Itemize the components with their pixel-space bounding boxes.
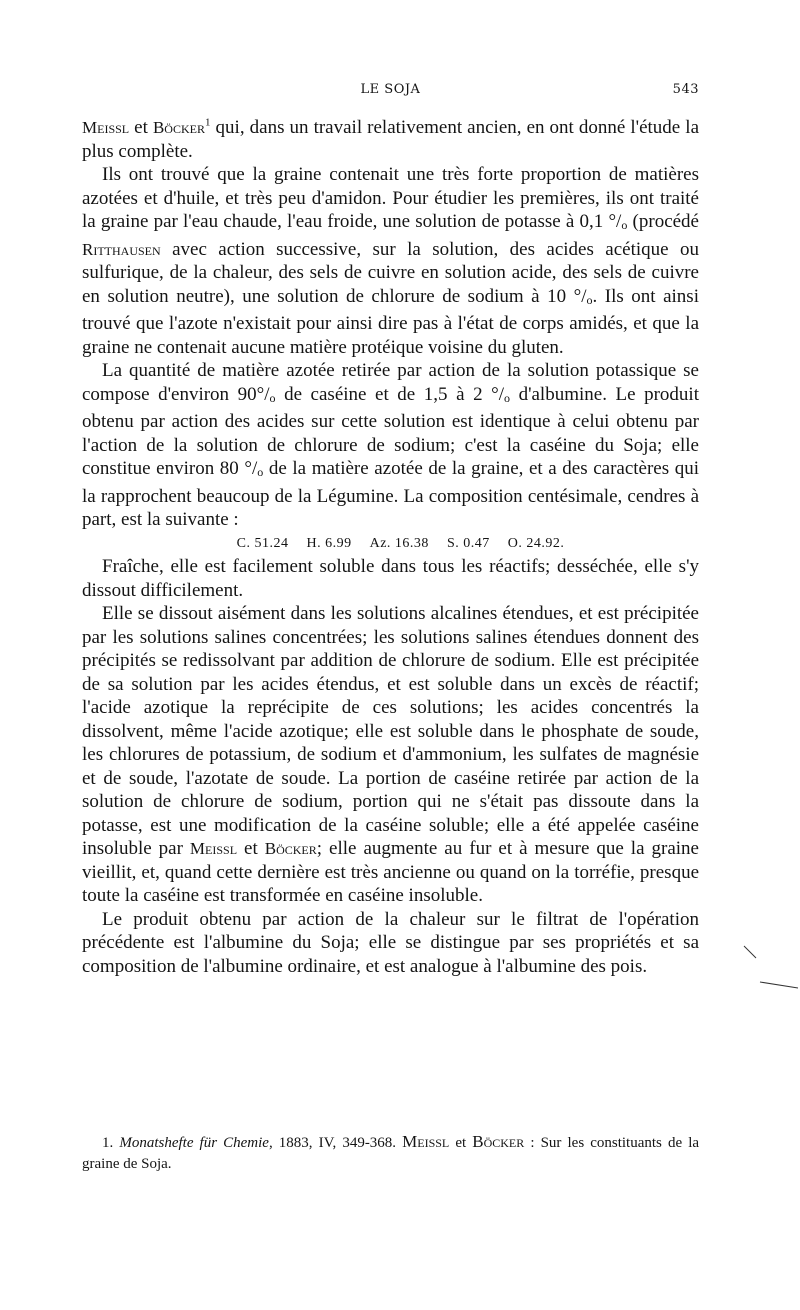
author-name: Böcker: [472, 1132, 525, 1151]
margin-stroke-lower: [760, 982, 798, 988]
text-run: Elle se dissout aisément dans les solutions alcalines étendues, et est précipitée par les solutions salines concentrées; les solutions salines étendues donnent des précipités se redissolvant par addition de chlorure de sodium. Elle est précipitée de sa solution par les acides étendus, et est soluble dans un excès de réactif; l'acide azotique la reprécipite de ces solutions; les acides concentrés la dissolvent, même l'acide azotique; elle est soluble dans le phosphate de soude, les chlorures de potassium, de sodium et d'ammonium, les sulfates de magnésie et de soude, l'azotate de soude. La portion de caséine retirée par action de la solution de chlorure de sodium, portion qui ne s'était pas dissoute dans la potasse, est une modification de la caséine soluble; elle a été appelée caséine insoluble par: [82, 603, 699, 859]
per-mille-sign: °/: [608, 211, 622, 232]
per-mille-sign: °/: [256, 383, 270, 405]
text-run: d'albumine. Le produit obtenu par action des acides sur cette solution est identique à celui obtenu par l'action de la solution de chlorure de sodium; c'est la caséine du Soja; elle constitue environ 80: [82, 383, 699, 479]
composition-hydrogen: H. 6.99: [306, 535, 352, 551]
composition-sulfur: S. 0.47: [446, 535, 490, 551]
journal-title: Monatshefte für Chemie: [119, 1135, 269, 1151]
paragraph-4: Fraîche, elle est facilement soluble dans tous les réactifs; desséchée, elle s'y dissout difficilement.: [82, 556, 699, 601]
paragraph-2: [82, 163, 699, 359]
per-mille-sign: o: [504, 390, 511, 405]
running-title: LE SOJA: [360, 82, 421, 97]
text-run: Ils ont trouvé que la graine contenait une très forte proportion de matières azotées et d'huile, et très peu d'amidon. Pour étudier les premières, ils ont traité la graine par l'eau chaude, l'eau froide, une solution de potasse à 0,1: [82, 164, 699, 232]
text-run: . Ils ont ainsi trouvé que l'azote n'existait pour ainsi dire pas à l'état de corps amidés, et que la graine ne contenait aucune matière protéique voisine du gluten.: [82, 285, 699, 358]
text-run: : Sur les constituants de la graine de Soja.: [82, 1135, 700, 1172]
text-run: et: [129, 117, 153, 138]
author-name: Böcker: [152, 118, 205, 137]
text-run: ; elle augmente au fur et à mesure que la graine vieillit, et, quand cette dernière est très ancienne ou quand on la torréfie, presque toute la caséine est transformée en caséine insoluble.: [82, 838, 699, 906]
text-run: qui, dans un travail relativement ancien, en ont donné l'étude la plus complète.: [82, 117, 700, 162]
author-name: Meissl: [82, 118, 130, 137]
margin-stroke-upper: [744, 946, 756, 958]
page-number: 543: [672, 82, 699, 97]
composition-carbon: C. 51.24: [236, 535, 289, 551]
margin-scan-mark: [740, 942, 800, 992]
footnote-text: [82, 1131, 699, 1175]
author-name: Böcker: [264, 839, 317, 858]
text-run: de la matière azotée de la graine, et a des caractères qui la rapprochent beaucoup de la Légumine. La composition centésimale, cendres à part, est la suivante :: [82, 458, 699, 530]
text-run: , 1883, IV, 349-368.: [268, 1135, 403, 1151]
text-run: et: [449, 1135, 473, 1151]
per-mille-sign: °/: [244, 458, 258, 479]
composition-formula: [82, 532, 699, 556]
text-run: avec action successive, sur la solution, des acides acétique ou sulfurique, de la chaleur, des sels de cuivre en solution acide, des sels de cuivre en solution neutre), une solution de chlorure de sodium à 10: [82, 238, 699, 307]
author-name: Meissl: [402, 1132, 450, 1151]
author-name: Ritthausen: [82, 239, 161, 259]
body-text: [82, 116, 699, 978]
paragraph-6: Le produit obtenu par action de la chaleur sur le filtrat de l'opération précédente est l'albumine du Soja; elle se distingue par ses propriétés et sa composition de l'albumine ordinaire, et est analogue à l'albumine des pois.: [82, 908, 699, 977]
per-mille-sign: o: [269, 390, 276, 405]
footnote-reference[interactable]: 1: [204, 116, 211, 129]
paragraph-1: [82, 116, 699, 163]
composition-nitrogen: Az. 16.38: [369, 535, 429, 551]
per-mille-sign: o: [257, 465, 264, 479]
footnote: [82, 1131, 699, 1175]
text-run: et: [237, 838, 265, 859]
paragraph-3: [82, 359, 699, 532]
running-head: [82, 82, 699, 104]
text-run: (procédé: [627, 211, 699, 232]
paragraph-5: [82, 602, 699, 908]
author-name: Meissl: [189, 839, 238, 858]
text-run: La quantité de matière azotée retirée par action de la solution potassique se compose d'environ 90: [82, 360, 699, 405]
footnote-number: 1.: [102, 1135, 114, 1151]
per-mille-sign: o: [586, 292, 593, 307]
per-mille-sign: °/: [573, 285, 587, 307]
composition-oxygen: O. 24.92.: [507, 535, 565, 551]
per-mille-sign: o: [621, 218, 628, 232]
text-run: de caséine et de 1,5 à 2: [275, 383, 492, 405]
per-mille-sign: °/: [491, 383, 505, 405]
